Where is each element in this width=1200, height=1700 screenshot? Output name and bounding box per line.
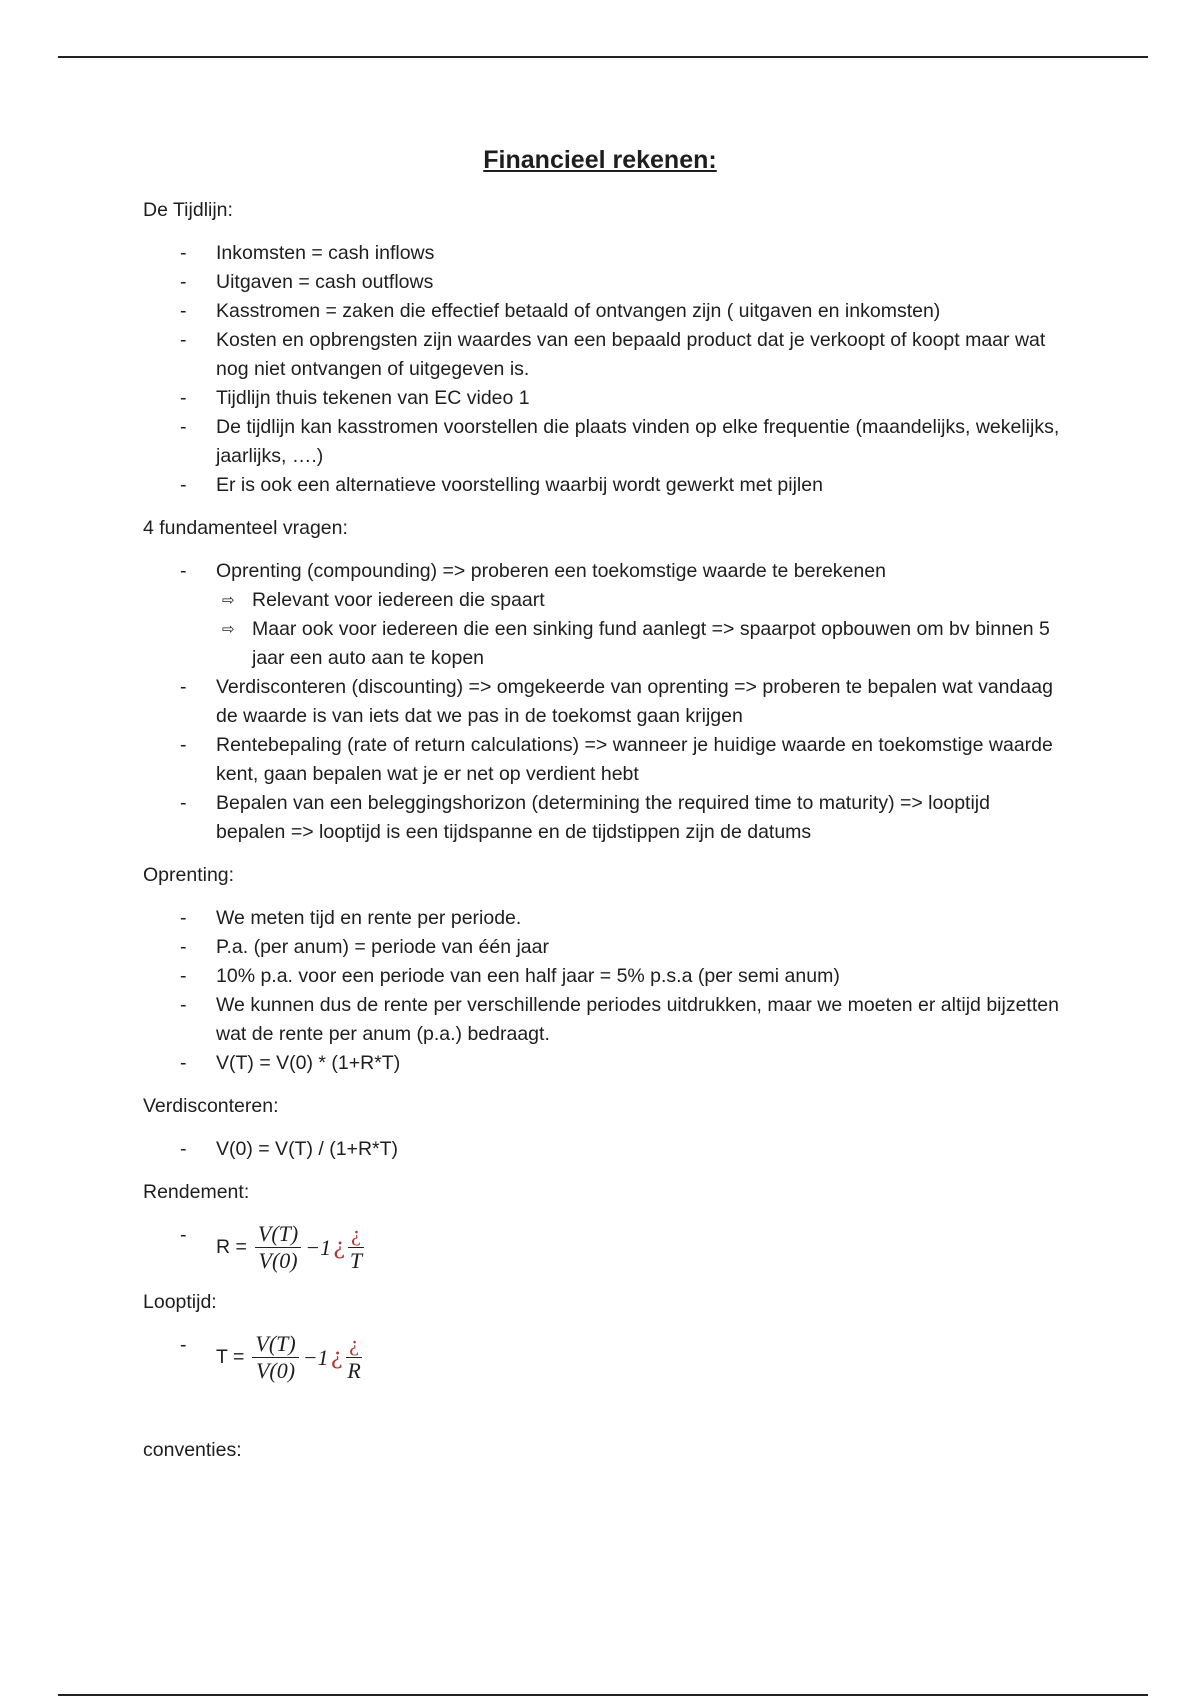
list-item: - De tijdlijn kan kasstromen voorstellen die plaats vinden op elke frequentie (maandelijks, wekelijks, jaarlijks, ….) — [143, 413, 1063, 471]
spacer — [143, 1398, 1063, 1436]
list-item: - Tijdlijn thuis tekenen van EC video 1 — [143, 384, 1063, 413]
list-item: - V(0) = V(T) / (1+R*T) — [143, 1135, 1063, 1164]
looptijd-list — [143, 1331, 1063, 1384]
fraction-numerator: V(T) — [255, 1221, 301, 1248]
fraction-numerator: ¿ — [348, 1221, 364, 1248]
document-body — [143, 196, 1063, 1479]
list-item — [143, 557, 1063, 673]
formula-lhs: - T = — [216, 1346, 245, 1368]
section-heading-conventies: conventies: — [143, 1439, 242, 1461]
vragen-list — [143, 557, 1063, 847]
tijdlijn-list — [143, 239, 1063, 500]
footer-rule — [58, 1694, 1148, 1696]
page-title: Financieel rekenen: — [483, 146, 717, 174]
list-item: - P.a. (per anum) = periode van één jaar — [143, 933, 1063, 962]
verdisconteren-list — [143, 1135, 1063, 1164]
rendement-list — [143, 1221, 1063, 1274]
section-heading-oprenting: Oprenting: — [143, 864, 235, 886]
formula-rendement — [143, 1221, 1063, 1274]
list-item: - Inkomsten = cash inflows — [143, 239, 1063, 268]
fraction-numerator: V(T) — [252, 1331, 298, 1358]
list-item: - V(T) = V(0) * (1+R*T) — [143, 1049, 1063, 1078]
sub-list-item: ⇨ Relevant voor iedereen die spaart — [216, 586, 1063, 615]
list-item: - Verdisconteren (discounting) => omgekeerde van oprenting => proberen te bepalen wat vandaag de waarde is van iets dat we pas in de toekomst gaan krijgen — [143, 673, 1063, 731]
formula-looptijd — [143, 1331, 1063, 1384]
section-heading-tijdlijn: De Tijdlijn: — [143, 199, 233, 221]
list-item-text: Oprenting (compounding) => proberen een toekomstige waarde te berekenen — [216, 560, 886, 582]
section-heading-vragen: 4 fundamenteel vragen: — [143, 517, 348, 539]
fraction — [347, 1221, 365, 1274]
formula-lhs: - R = — [216, 1236, 247, 1258]
sub-list — [216, 586, 1063, 673]
fraction-denominator: V(0) — [255, 1358, 296, 1383]
section-heading-looptijd: Looptijd: — [143, 1291, 217, 1313]
formula-minus-one: −1 — [305, 1235, 332, 1260]
header-rule — [58, 56, 1148, 58]
list-item: - We meten tijd en rente per periode. — [143, 904, 1063, 933]
fraction-denominator: R — [347, 1358, 361, 1383]
list-item: - Kasstromen = zaken die effectief betaald of ontvangen zijn ( uitgaven en inkomsten) — [143, 297, 1063, 326]
formula-glyph: ¿ — [330, 1345, 343, 1370]
list-item: - Kosten en opbrengsten zijn waardes van een bepaald product dat je verkoopt of koopt maar wat nog niet ontvangen of uitgegeven is. — [143, 326, 1063, 384]
fraction — [344, 1331, 363, 1384]
fraction — [252, 1331, 298, 1384]
list-item: - 10% p.a. voor een periode van een half jaar = 5% p.s.a (per semi anum) — [143, 962, 1063, 991]
section-heading-verdisconteren: Verdisconteren: — [143, 1095, 279, 1117]
oprenting-list — [143, 904, 1063, 1078]
section-heading-rendement: Rendement: — [143, 1181, 250, 1203]
fraction — [255, 1221, 301, 1274]
list-item: - Er is ook een alternatieve voorstelling waarbij wordt gewerkt met pijlen — [143, 471, 1063, 500]
list-item: - Bepalen van een beleggingshorizon (determining the required time to maturity) => looptijd bepalen => looptijd is een tijdspanne en de tijdstippen zijn de datums — [143, 789, 1063, 847]
sub-list-item: ⇨ Maar ook voor iedereen die een sinking fund aanlegt => spaarpot opbouwen om bv binnen 5 jaar een auto aan te kopen — [216, 615, 1063, 673]
fraction-denominator: V(0) — [258, 1248, 298, 1273]
fraction-numerator: ¿ — [346, 1331, 362, 1358]
list-item: - Rentebepaling (rate of return calculations) => wanneer je huidige waarde en toekomstige waarde kent, gaan bepalen wat je er net op verdient hebt — [143, 731, 1063, 789]
list-item: - We kunnen dus de rente per verschillende periodes uitdrukken, maar we moeten er altijd bijzetten wat de rente per anum (p.a.) bedraagt. — [143, 991, 1063, 1049]
formula-minus-one: −1 — [302, 1345, 329, 1370]
formula-glyph: ¿ — [333, 1235, 345, 1260]
fraction-denominator: T — [349, 1248, 363, 1273]
list-item: - Uitgaven = cash outflows — [143, 268, 1063, 297]
